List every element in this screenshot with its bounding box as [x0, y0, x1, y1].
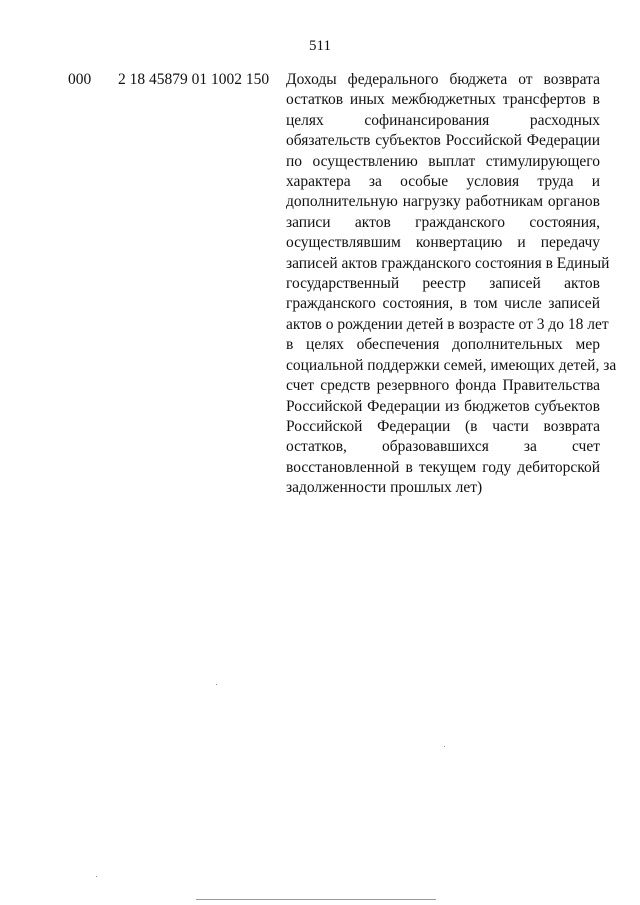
description-line: остатков, образовавшихся за счет: [286, 438, 600, 456]
description-line: гражданского состояния, в том числе записей: [286, 295, 600, 313]
scan-edge-line: [196, 899, 436, 900]
description-line: целях софинансирования расходных: [286, 111, 600, 129]
income-classification-code: 2 18 45879 01 1002 150: [118, 71, 270, 88]
description-line: Российской Федерации из бюджетов субъектов: [286, 397, 600, 415]
description-line: обязательств субъектов Российской Федерации: [286, 132, 600, 150]
description-line: осуществлявшим конвертацию и передачу: [286, 234, 600, 252]
scan-speck: [216, 684, 217, 685]
page-number: 511: [309, 38, 331, 54]
description-line: записи актов гражданского состояния,: [286, 213, 600, 231]
description-line: записей актов гражданского состояния в Единый: [286, 254, 610, 272]
description-line: в целях обеспечения дополнительных мер: [286, 336, 600, 354]
description-line: Доходы федерального бюджета от возврата: [286, 71, 600, 88]
description-line: Российской Федерации (в части возврата: [286, 417, 600, 435]
description-line: счет средств резервного фонда Правительства: [286, 377, 600, 395]
description-line: дополнительную нагрузку работникам органов: [286, 193, 600, 211]
description-line: характера за особые условия труда и: [286, 173, 600, 191]
description-line: социальной поддержки семей, имеющих детей, за: [286, 356, 617, 374]
description-line: по осуществлению выплат стимулирующего: [286, 152, 600, 170]
description-line: задолженности прошлых лет): [286, 479, 483, 497]
scan-speck: [444, 746, 445, 747]
description-line: остатков иных межбюджетных трансфертов в: [286, 91, 600, 109]
income-description: [286, 70, 617, 499]
description-line: государственный реестр записей актов: [286, 275, 600, 293]
scan-speck: [96, 876, 97, 877]
description-line: восстановленной в текущем году дебиторской: [286, 458, 600, 476]
description-line: актов о рождении детей в возрасте от 3 до 18 лет: [286, 315, 609, 333]
administrator-code: 000: [68, 71, 92, 88]
